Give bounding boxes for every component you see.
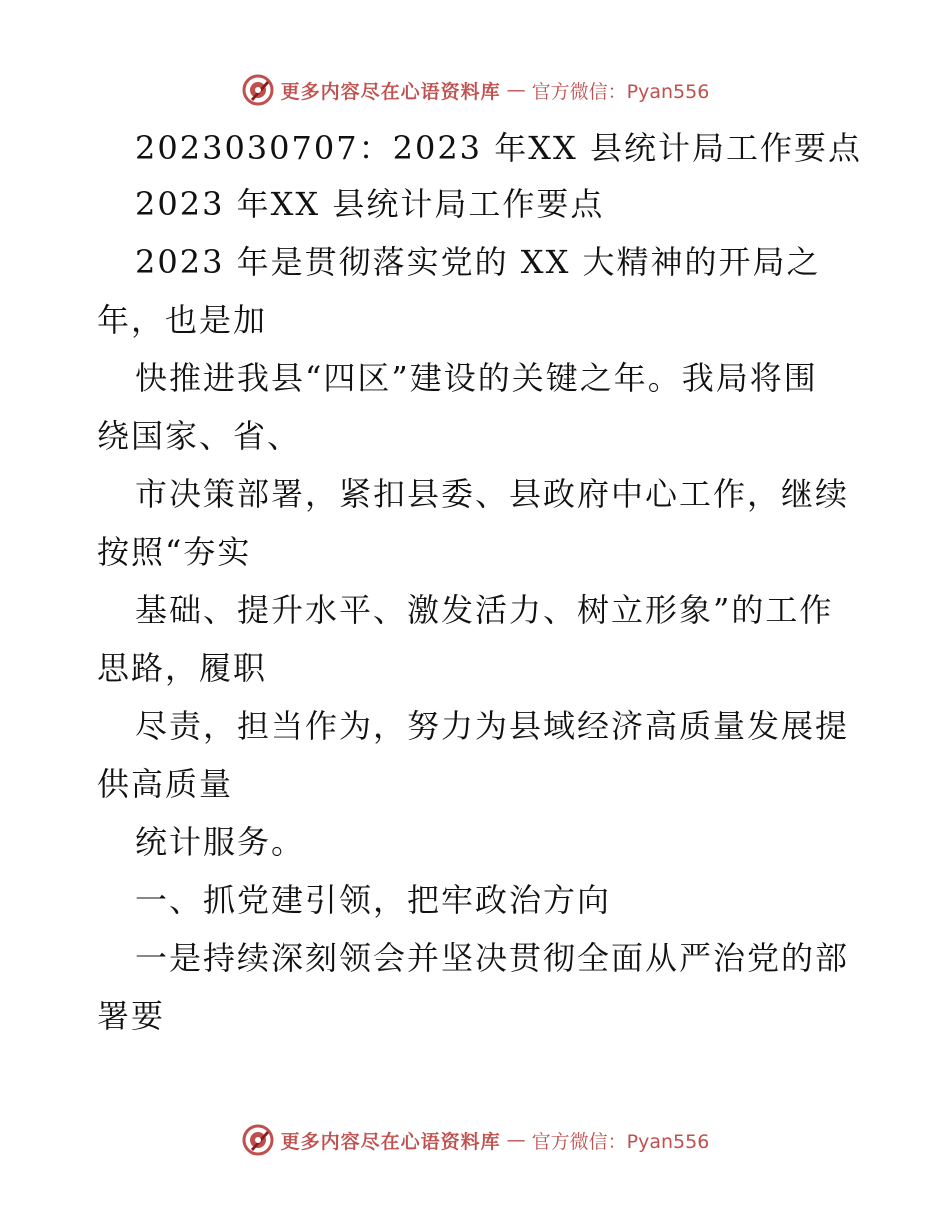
watermark-dash: — [506,1129,526,1151]
doc-line: 统计服务。 [135,823,306,861]
doc-line: 思路，履职 [97,649,268,687]
doc-line: 按照“夯实 [97,533,252,571]
doc-line: 绕国家、省、 [97,417,302,455]
pen-logo-icon [241,73,275,107]
doc-line: 尽责，担当作为，努力为县域经济高质量发展提 [135,707,850,745]
doc-line: 年，也是加 [97,301,268,339]
doc-line: 供高质量 [97,765,234,803]
doc-line: 快推进我县“四区”建设的关键之年。我局将围 [135,359,818,397]
doc-line: 一是持续深刻领会并坚决贯彻全面从严治党的部 [135,939,850,977]
watermark-text: 更多内容尽在心语资料库 [280,1130,501,1153]
watermark-wechat: 官方微信：Pyan556 [531,1130,710,1153]
watermark-dash: — [506,79,526,101]
doc-line: 2023 年是贯彻落实党的 XX 大精神的开局之 [135,243,821,281]
doc-line: 市决策部署，紧扣县委、县政府中心工作，继续 [135,475,850,513]
section-heading: 一、抓党建引领，把牢政治方向 [135,881,612,919]
watermark-wechat: 官方微信：Pyan556 [531,80,710,103]
doc-line: 署要 [97,997,166,1035]
doc-line: 2023030707：2023 年XX 县统计局工作要点 [135,129,862,167]
doc-line: 基础、提升水平、激发活力、树立形象”的工作 [135,591,834,629]
pen-logo-icon [241,1123,275,1157]
header-watermark [0,70,950,110]
watermark-text: 更多内容尽在心语资料库 [280,80,501,103]
footer-watermark [0,1120,950,1160]
doc-title: 2023 年XX 县统计局工作要点 [135,185,605,223]
